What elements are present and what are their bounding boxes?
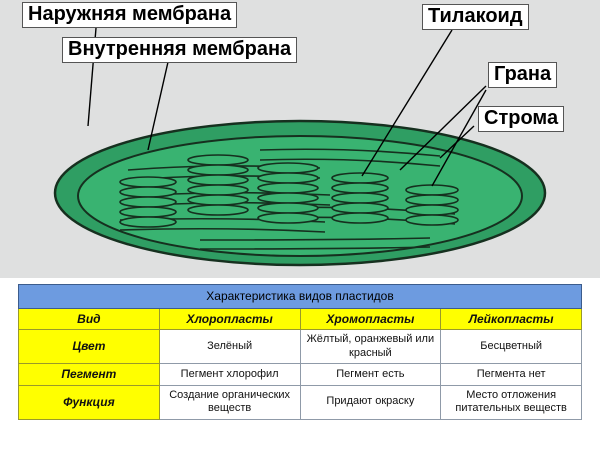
table-row <box>19 385 582 419</box>
cell-pigment-chromoplasts: Пегмент есть <box>300 364 441 386</box>
cell-color-chromoplasts: Жёлтый, оранжевый или красный <box>300 330 441 364</box>
cell-color-chloroplasts: Зелёный <box>159 330 300 364</box>
cell-color-leucoplasts: Бесцветный <box>441 330 582 364</box>
column-header-chloroplasts: Хлоропласты <box>159 308 300 330</box>
table-row <box>19 330 582 364</box>
plastid-characteristics-table <box>18 284 582 420</box>
row-header-pigment: Пегмент <box>19 364 160 386</box>
column-header-kind: Вид <box>19 308 160 330</box>
column-header-chromoplasts: Хромопласты <box>300 308 441 330</box>
cell-function-leucoplasts: Место отложения питательных веществ <box>441 385 582 419</box>
table-title-row <box>19 285 582 309</box>
data-table <box>18 284 582 420</box>
row-header-color: Цвет <box>19 330 160 364</box>
label-outer-membrane: Наружняя мембрана <box>22 2 237 28</box>
label-inner-membrane: Внутренняя мембрана <box>62 37 297 63</box>
label-stroma: Строма <box>478 106 564 132</box>
table-header-row <box>19 308 582 330</box>
label-thylakoid: Тилакоид <box>422 4 529 30</box>
cell-pigment-chloroplasts: Пегмент хлорофил <box>159 364 300 386</box>
column-header-leucoplasts: Лейкопласты <box>441 308 582 330</box>
table-title: Характеристика видов пластидов <box>19 285 582 309</box>
cell-pigment-leucoplasts: Пегмента нет <box>441 364 582 386</box>
row-header-function: Функция <box>19 385 160 419</box>
granum-stack-4 <box>332 173 388 223</box>
label-granum: Грана <box>488 62 557 88</box>
table-row <box>19 364 582 386</box>
cell-function-chloroplasts: Создание органических веществ <box>159 385 300 419</box>
granum-stack-1 <box>120 177 176 227</box>
cell-function-chromoplasts: Придают окраску <box>300 385 441 419</box>
